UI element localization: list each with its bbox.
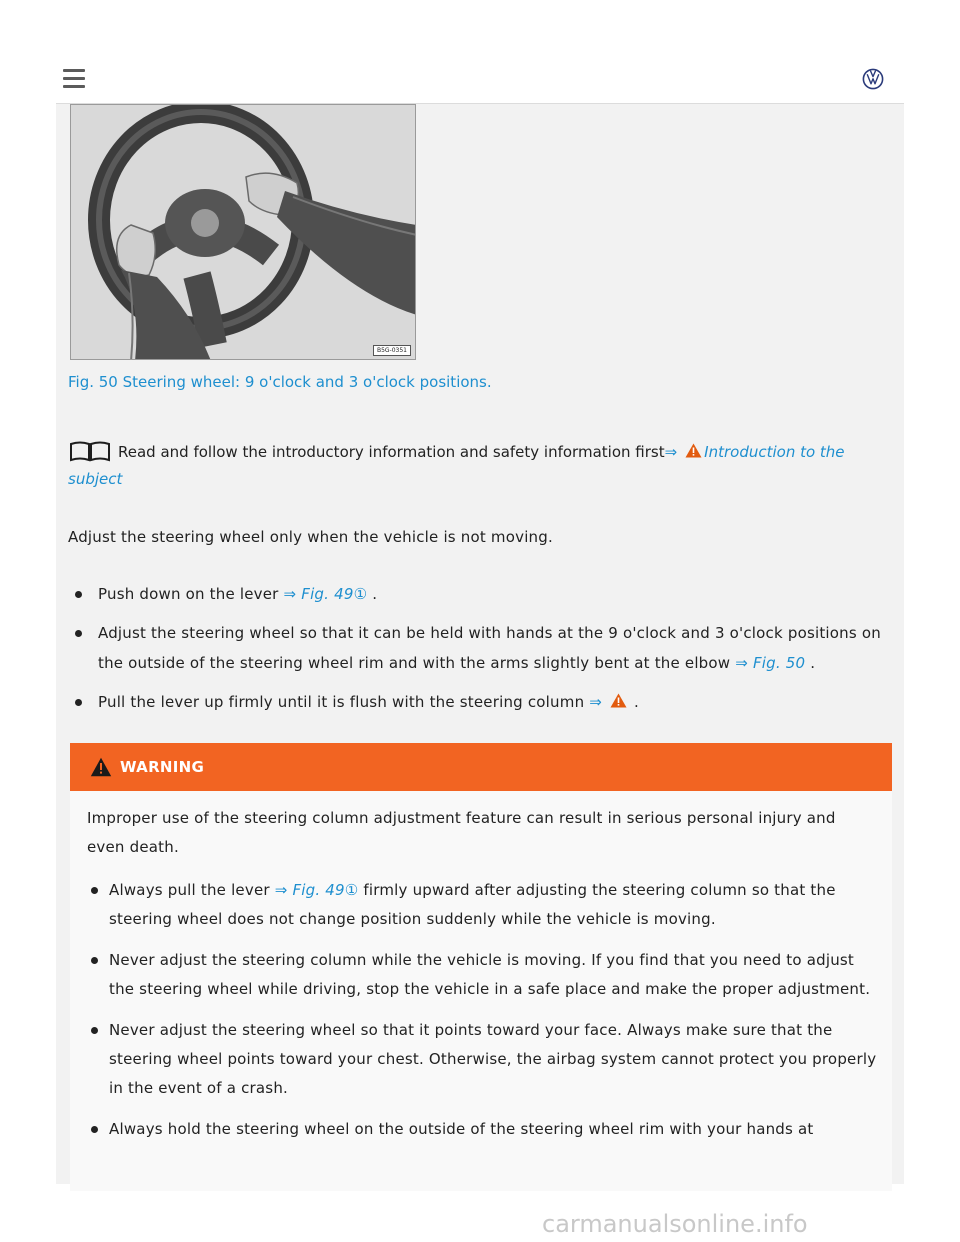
warning-list [89,876,879,1156]
warning-title: WARNING [120,758,205,776]
intro-paragraph [68,439,888,493]
warning-intro: Improper use of the steering column adjustment feature can result in serious personal injury and even death. [87,809,836,856]
fig-49-link[interactable]: ⇒ Fig. 49① [283,585,368,603]
warning-triangle-icon [90,757,112,777]
warning-triangle-icon [685,443,702,458]
watermark: carmanualsonline.info [542,1210,808,1238]
warning-triangle-icon[interactable] [610,693,627,708]
list-item: Never adjust the steering column while the vehicle is moving. If you find that you need to adjust the steering wheel while driving, stop the vehicle in a safe place and make the proper adjustment. [89,946,879,1004]
fig-50-link[interactable]: ⇒ Fig. 50 [735,654,806,672]
page-content [56,104,904,1184]
hamburger-icon[interactable] [63,69,85,89]
vw-logo-icon[interactable] [862,68,884,90]
list-item: Pull the lever up firmly until it is flush with the steering column ⇒ . [70,687,900,717]
figure-code: B5G-0351 [373,345,411,356]
steering-wheel-figure [70,104,416,360]
intro-arrow[interactable]: ⇒ [664,443,678,461]
top-bar [56,0,904,104]
warning-link-arrow[interactable]: ⇒ [589,693,603,711]
fig-49-link[interactable]: ⇒ Fig. 49① [274,881,359,899]
intro-text: Read and follow the introductory information and safety information first [118,443,665,461]
body-paragraph: Adjust the steering wheel only when the vehicle is not moving. [68,528,553,546]
steering-wheel-illustration [71,105,416,360]
warning-body [70,791,892,1191]
intro-link[interactable]: Introduction to the subject [68,443,845,488]
warning-header [70,743,892,791]
steps-list [70,579,900,726]
list-item: Always pull the lever ⇒ Fig. 49① firmly upward after adjusting the steering column so that the steering wheel does not change position suddenly while the vehicle is moving. [89,876,879,934]
list-item: Never adjust the steering wheel so that it points toward your face. Always make sure that the steering wheel points toward your chest. Otherwise, the airbag system cannot protect you properly in the event of a crash. [89,1016,879,1103]
list-item: Always hold the steering wheel on the outside of the steering wheel rim with your hands at [89,1115,879,1144]
list-item: Push down on the lever ⇒ Fig. 49① . [70,579,900,609]
list-item: Adjust the steering wheel so that it can be held with hands at the 9 o'clock and 3 o'clock positions on the outside of the steering wheel rim and with the arms slightly bent at the elbow ⇒ Fig. 50 . [70,618,900,678]
figure-caption: Fig. 50 Steering wheel: 9 o'clock and 3 o'clock positions. [68,373,492,391]
book-icon [68,440,112,462]
